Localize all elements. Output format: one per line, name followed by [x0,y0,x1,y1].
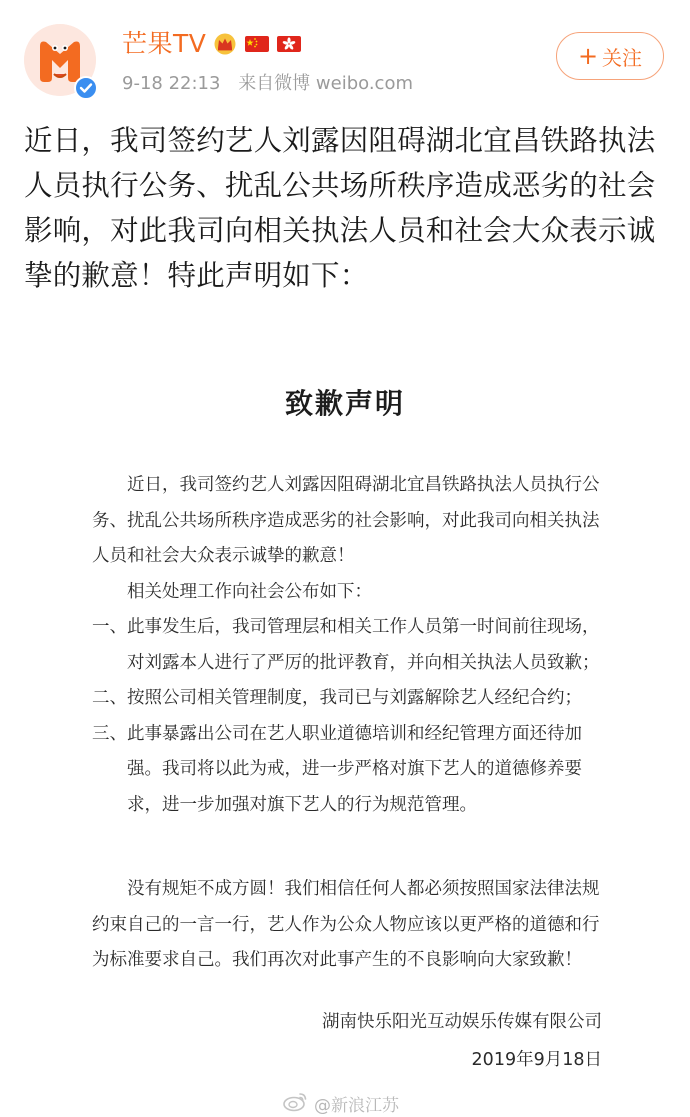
statement-date: 2019年9月18日 [471,1050,602,1070]
post-timestamp: 9-18 22:13 [122,73,221,94]
account-name-row [122,28,302,60]
statement-title: 致歉声明 [284,387,405,420]
statement-closing-text: 没有规矩不成方圆！我们相信任何人都必须按照国家法律法规约束自己的一言一行，艺人作为公众人物应该以更严格的道德和行为标准要求自己。我们再次对此事产生的不良影响向大家致歉！ [92,879,600,970]
watermark [282,1090,399,1117]
post-meta [122,72,413,96]
watermark-text: @新浪江苏 [314,1096,399,1116]
follow-button[interactable] [556,32,664,80]
post-source[interactable]: 来自微博 weibo.com [238,73,413,94]
follow-label: 关注 [602,45,643,70]
statement-image[interactable] [0,310,690,1117]
statement-item: 一、此事发生后，我司管理层和相关工作人员第一时间前往现场，对刘露本人进行了严厉的批评教育，并向相关执法人员致歉； [92,617,600,673]
account-name[interactable]: 芒果TV [122,29,207,58]
statement-company: 湖南快乐阳光互动娱乐传媒有限公司 [322,1012,602,1032]
plus-icon: + [577,42,599,70]
post-text: 近日，我司签约艺人刘露因阻碍湖北宜昌铁路执法人员执行公务、扰乱公共场所秩序造成恶劣的社会影响，对此我司向相关执法人员和社会大众表示诚挚的歉意！特此声明如下： [24,124,656,292]
verified-badge-icon [74,76,98,100]
statement-body [92,468,612,823]
weibo-logo-icon [282,1090,308,1117]
statement-intro: 近日，我司签约艺人刘露因阻碍湖北宜昌铁路执法人员执行公务、扰乱公共场所秩序造成恶劣的社会影响，对此我司向相关执法人员和社会大众表示诚挚的歉意！ [92,475,600,566]
china-flag-icon [244,33,270,55]
statement-item: 二、按照公司相关管理制度，我司已与刘露解除艺人经纪合约； [92,688,582,708]
statement-item: 三、此事暴露出公司在艺人职业道德培训和经纪管理方面还待加强。我司将以此为戒，进一步严格对旗下艺人的道德修养要求，进一步加强对旗下艺人的行为规范管理。 [92,723,582,815]
post-header [0,0,690,110]
hongkong-flag-icon [276,33,302,55]
statement-closing [92,872,612,979]
crown-icon[interactable] [212,33,238,55]
statement-lead: 相关处理工作向社会公布如下： [127,581,372,602]
